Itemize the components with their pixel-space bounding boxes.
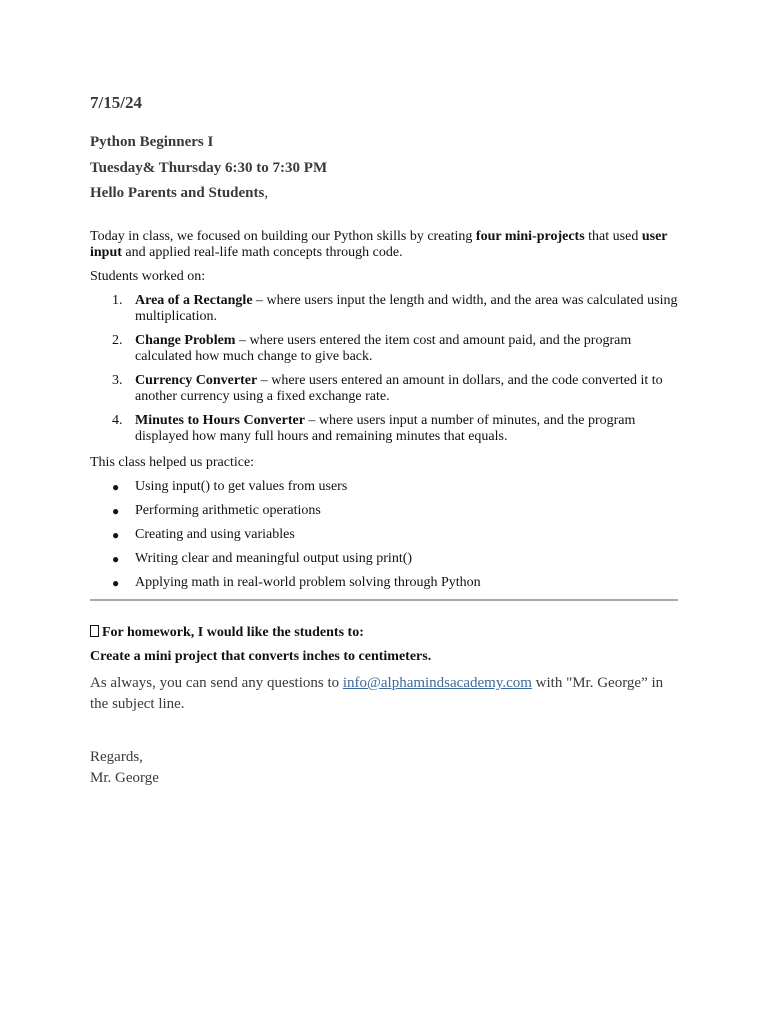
practice-text: Performing arithmetic operations [135, 503, 321, 518]
project-number: 3. [112, 373, 123, 388]
contact-paragraph [90, 673, 678, 715]
project-description: – where users entered the item cost and amount paid, and the program calculated how much change to give back. [135, 333, 632, 364]
project-item [90, 333, 678, 365]
practice-list [90, 479, 678, 599]
class-schedule: Tuesday& Thursday 6:30 to 7:30 PM [90, 160, 328, 176]
email-link[interactable]: info@alphamindsacademy.com [342, 675, 532, 691]
homework-title [90, 625, 364, 641]
project-title: Change Problem [135, 333, 236, 348]
bullet-icon: ● [112, 576, 120, 590]
intro-bold-1: four mini-projects [475, 229, 585, 244]
greeting [90, 185, 268, 202]
intro-text-2: that used [584, 229, 642, 244]
signature: Mr. George [90, 770, 159, 786]
practice-label: This class helped us practice: [90, 455, 255, 470]
intro-text-1: Today in class, we focused on building our Python skills by creating [90, 229, 476, 244]
practice-text: Using input() to get values from users [135, 479, 348, 494]
intro-paragraph [90, 229, 678, 261]
project-title: Minutes to Hours Converter [135, 413, 305, 428]
project-description: – where users entered an amount in dollars, and the code converted it to another currency using a fixed exchange rate. [135, 373, 663, 404]
bullet-icon: ● [112, 552, 120, 566]
greeting-text: Hello Parents and Students [90, 185, 265, 201]
course-name: Python Beginners I [90, 134, 214, 150]
bullet-icon: ● [112, 480, 120, 494]
project-number: 4. [112, 413, 123, 428]
missing-glyph-icon [90, 625, 99, 637]
intro-text-3: and applied real-life math concepts through code. [121, 245, 403, 260]
project-item [90, 293, 678, 325]
practice-text: Creating and using variables [135, 527, 295, 542]
closing: Regards, [90, 749, 143, 765]
project-number: 1. [112, 293, 123, 308]
horizontal-divider [90, 599, 678, 601]
closing-block [90, 747, 159, 789]
practice-text: Writing clear and meaningful output using print() [135, 551, 413, 566]
project-description: – where users input a number of minutes, and the program displayed how many full hours and remaining minutes that equals. [135, 413, 636, 444]
project-title: Area of a Rectangle [135, 293, 253, 308]
project-list [90, 293, 678, 453]
contact-text-before: As always, you can send any questions to [90, 675, 343, 691]
practice-item [90, 527, 678, 543]
bullet-icon: ● [112, 528, 120, 542]
practice-text: Applying math in real-world problem solving through Python [135, 575, 481, 590]
worked-on-label: Students worked on: [90, 269, 206, 284]
bullet-icon: ● [112, 504, 120, 518]
homework-task: Create a mini project that converts inches to centimeters. [90, 649, 432, 664]
greeting-punctuation: , [264, 185, 269, 201]
project-item [90, 413, 678, 445]
homework-title-text: For homework, I would like the students to: [102, 625, 364, 640]
project-item [90, 373, 678, 405]
practice-item [90, 503, 678, 519]
project-title: Currency Converter [135, 373, 258, 388]
practice-item [90, 551, 678, 567]
intro-bold-2: user input [90, 229, 668, 260]
project-description: – where users input the length and width, and the area was calculated using multiplication. [135, 293, 678, 324]
contact-text-after: with "Mr. George” in the subject line. [90, 675, 664, 712]
practice-item [90, 479, 678, 495]
practice-item [90, 575, 678, 591]
project-number: 2. [112, 333, 123, 348]
letter-date: 7/15/24 [90, 93, 142, 112]
